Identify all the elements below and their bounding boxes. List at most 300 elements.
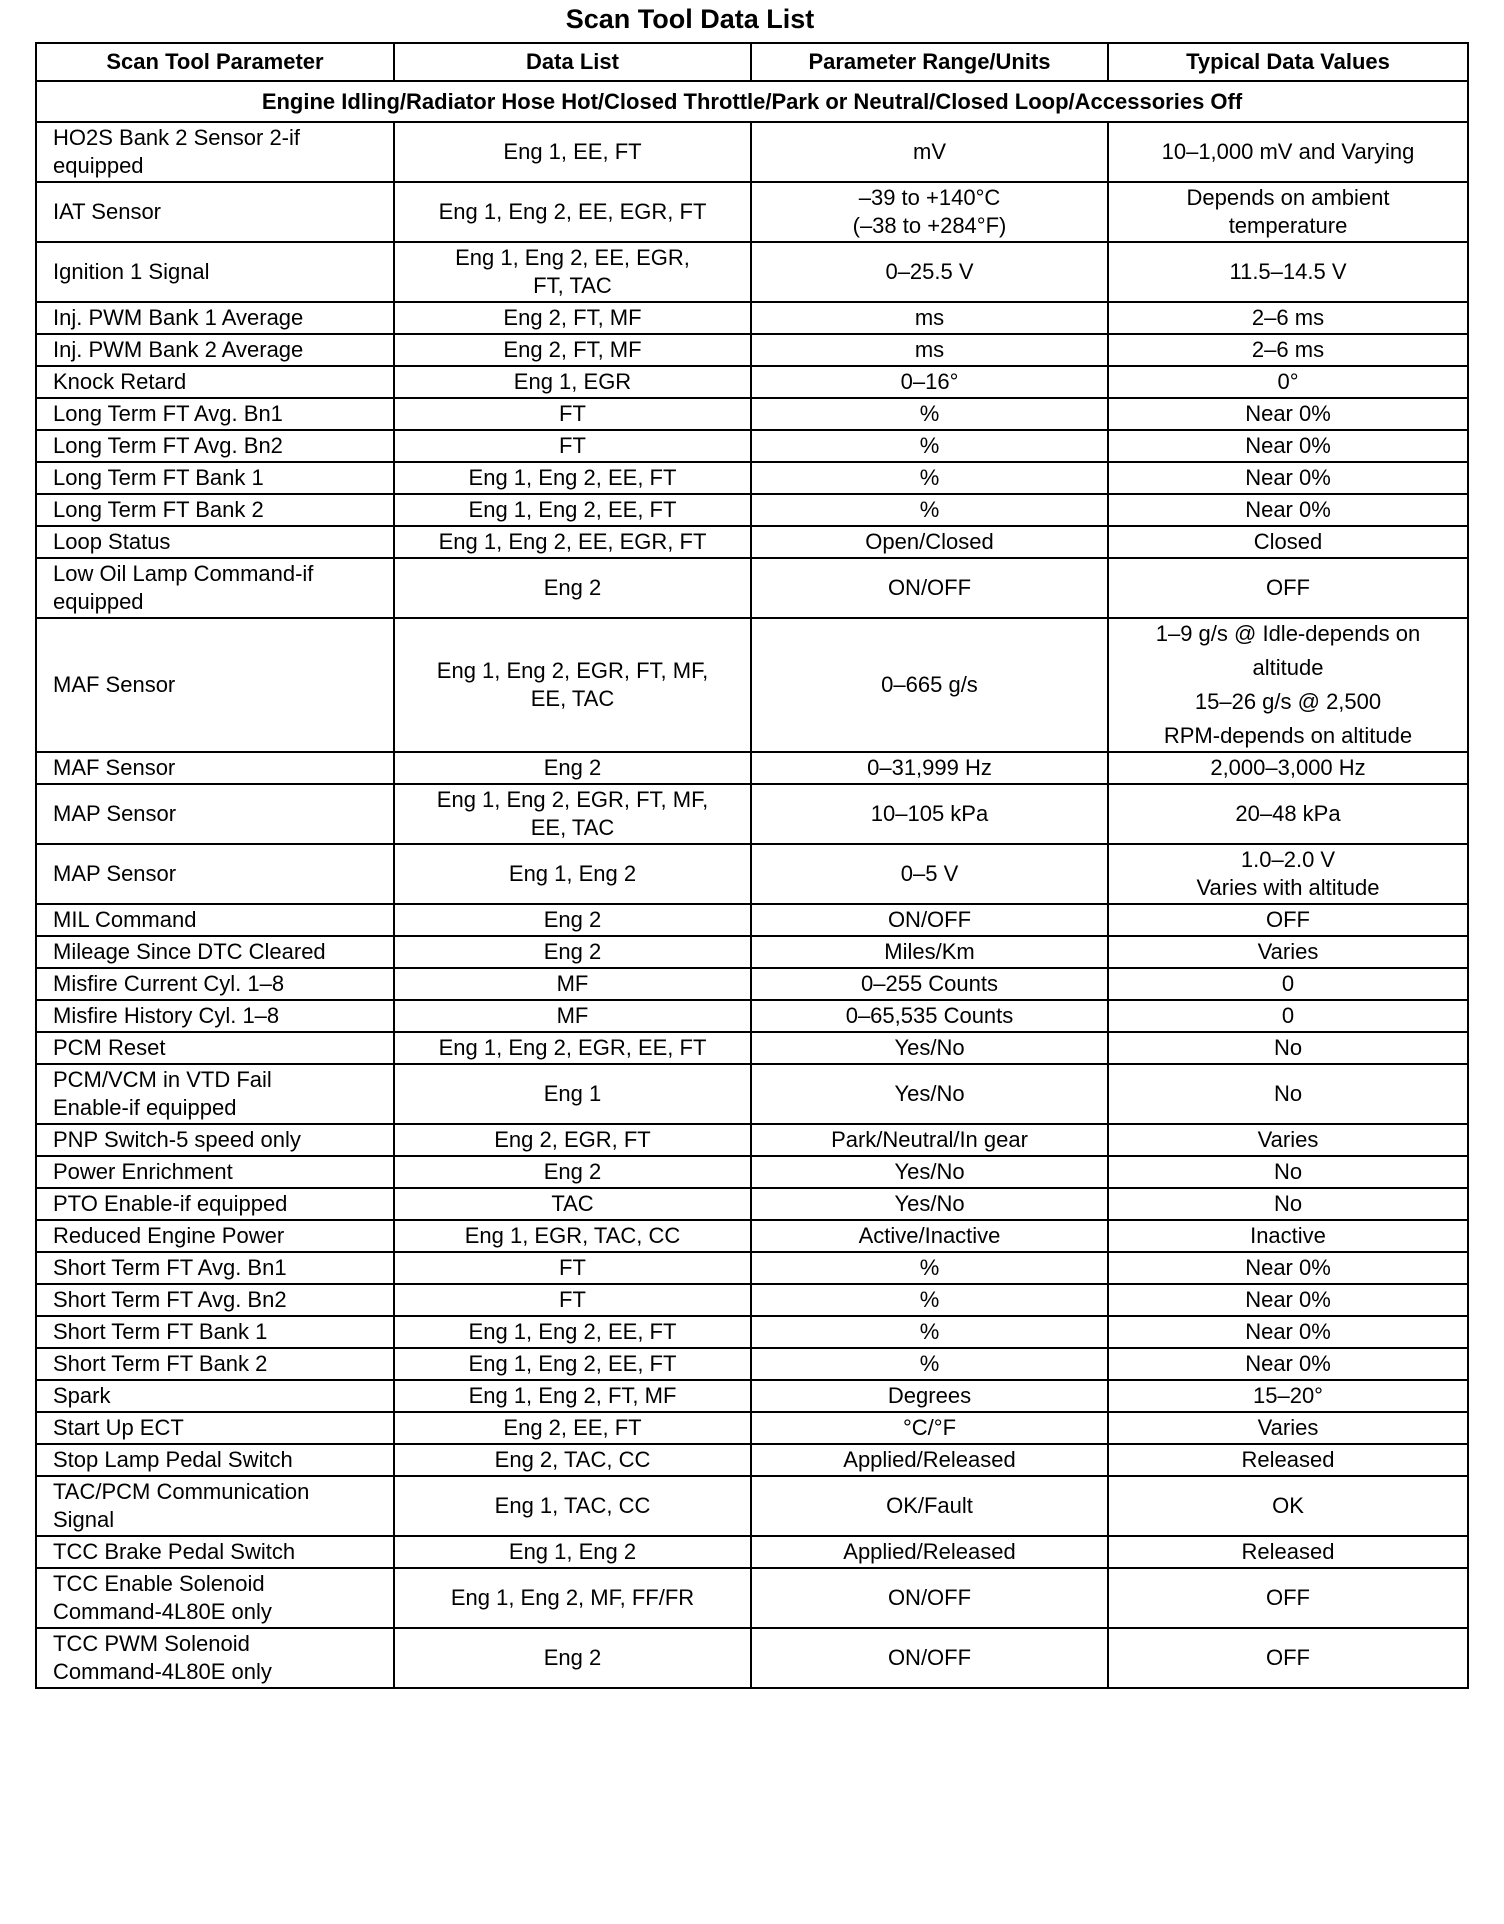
range-units-cell (751, 1412, 1108, 1444)
table-row (36, 936, 1468, 968)
typical-value-cell (1108, 1124, 1468, 1156)
data-list-cell (394, 618, 751, 752)
range-units-cell (751, 1000, 1108, 1032)
parameter-cell-line: HO2S Bank 2 Sensor 2-if (53, 125, 301, 150)
range-units-cell-line: Degrees (887, 1383, 972, 1408)
range-units-cell (751, 430, 1108, 462)
data-list-cell-line: MF (556, 1003, 589, 1028)
typical-value-cell-line: Near 0% (1245, 1287, 1331, 1312)
parameter-cell-line: Spark (53, 1383, 111, 1408)
range-units-cell-line: (–38 to +284°F) (852, 213, 1007, 238)
typical-value-cell (1108, 1316, 1468, 1348)
table-row (36, 1348, 1468, 1380)
table-row (36, 1064, 1468, 1124)
parameter-cell-line: TCC PWM Solenoid (53, 1631, 250, 1656)
range-units-cell-line: 0–31,999 Hz (867, 755, 992, 780)
parameter-cell-line: IAT Sensor (53, 199, 162, 224)
range-units-cell-line: % (919, 1255, 940, 1280)
range-units-cell (751, 302, 1108, 334)
range-units-cell (751, 334, 1108, 366)
parameter-cell-line: Command-4L80E only (53, 1599, 272, 1624)
parameter-cell (36, 752, 394, 784)
range-units-cell (751, 1032, 1108, 1064)
parameter-cell (36, 302, 394, 334)
table-row (36, 1444, 1468, 1476)
data-list-cell (394, 752, 751, 784)
range-units-cell (751, 1064, 1108, 1124)
typical-value-cell-line: Varies with altitude (1196, 875, 1380, 900)
typical-value-cell (1108, 430, 1468, 462)
range-units-cell-line: Yes/No (894, 1191, 965, 1216)
typical-value-cell (1108, 784, 1468, 844)
parameter-cell-line: Power Enrichment (53, 1159, 233, 1184)
parameter-cell (36, 430, 394, 462)
range-units-cell-line: Open/Closed (865, 529, 994, 554)
typical-value-cell-line: 0 (1281, 971, 1295, 996)
table-row (36, 784, 1468, 844)
parameter-cell-line: Inj. PWM Bank 1 Average (53, 305, 304, 330)
range-units-cell (751, 1444, 1108, 1476)
typical-value-cell-line: OFF (1266, 575, 1310, 600)
header-range-units: Parameter Range/Units (751, 43, 1108, 81)
parameter-cell (36, 1628, 394, 1688)
parameter-cell-line: equipped (53, 153, 144, 178)
typical-value-cell-line: OFF (1266, 1585, 1310, 1610)
range-units-cell-line: ms (914, 305, 945, 330)
table-row (36, 1156, 1468, 1188)
parameter-cell-line: Long Term FT Bank 2 (53, 497, 264, 522)
table-row (36, 1284, 1468, 1316)
parameter-cell-line: Signal (53, 1507, 115, 1532)
data-list-cell (394, 1220, 751, 1252)
parameter-cell (36, 1568, 394, 1628)
data-list-cell (394, 398, 751, 430)
range-units-cell-line: Yes/No (894, 1035, 965, 1060)
typical-value-cell (1108, 1188, 1468, 1220)
table-row (36, 1628, 1468, 1688)
typical-value-cell-line: altitude (1252, 655, 1324, 680)
parameter-cell-line: Ignition 1 Signal (53, 259, 210, 284)
data-list-cell-line: FT (559, 401, 586, 426)
data-list-cell (394, 1156, 751, 1188)
range-units-cell (751, 1380, 1108, 1412)
range-units-cell-line: % (919, 1351, 940, 1376)
range-units-cell (751, 1252, 1108, 1284)
table-row (36, 1316, 1468, 1348)
parameter-cell (36, 1412, 394, 1444)
header-data-list: Data List (394, 43, 751, 81)
data-list-cell-line: Eng 2 (543, 939, 602, 964)
parameter-cell (36, 462, 394, 494)
range-units-cell (751, 366, 1108, 398)
typical-value-cell (1108, 334, 1468, 366)
data-list-cell (394, 1032, 751, 1064)
typical-value-cell-line: Released (1241, 1539, 1335, 1564)
typical-value-cell-line: 10–1,000 mV and Varying (1161, 139, 1415, 164)
parameter-cell (36, 844, 394, 904)
parameter-cell-line: Long Term FT Avg. Bn2 (53, 433, 283, 458)
data-list-cell (394, 1536, 751, 1568)
parameter-cell (36, 968, 394, 1000)
typical-value-cell (1108, 1220, 1468, 1252)
range-units-cell-line: Active/Inactive (858, 1223, 1001, 1248)
range-units-cell (751, 904, 1108, 936)
data-list-cell-line: Eng 1, Eng 2 (508, 1539, 637, 1564)
range-units-cell-line: Yes/No (894, 1159, 965, 1184)
parameter-cell (36, 398, 394, 430)
table-row (36, 1476, 1468, 1536)
range-units-cell (751, 122, 1108, 182)
typical-value-cell-line: Released (1241, 1447, 1335, 1472)
typical-value-cell-line: Near 0% (1245, 433, 1331, 458)
table-row (36, 1032, 1468, 1064)
typical-value-cell-line: Varies (1257, 1415, 1319, 1440)
table-row (36, 752, 1468, 784)
typical-value-cell (1108, 302, 1468, 334)
range-units-cell (751, 844, 1108, 904)
typical-value-cell (1108, 1536, 1468, 1568)
data-list-cell-line: Eng 2 (543, 1645, 602, 1670)
parameter-cell (36, 936, 394, 968)
data-list-cell (394, 1000, 751, 1032)
parameter-cell-line: Stop Lamp Pedal Switch (53, 1447, 293, 1472)
data-list-cell (394, 462, 751, 494)
typical-value-cell-line: 11.5–14.5 V (1229, 259, 1347, 284)
range-units-cell (751, 1124, 1108, 1156)
parameter-cell-line: TCC Enable Solenoid (53, 1571, 265, 1596)
parameter-cell (36, 526, 394, 558)
table-row (36, 1252, 1468, 1284)
data-list-cell-line: Eng 1, TAC, CC (494, 1493, 651, 1518)
range-units-cell (751, 558, 1108, 618)
data-list-cell-line: Eng 2, EE, FT (503, 1415, 642, 1440)
data-list-cell-line: Eng 1, EGR, TAC, CC (464, 1223, 681, 1248)
parameter-cell-line: Misfire History Cyl. 1–8 (53, 1003, 280, 1028)
parameter-cell (36, 618, 394, 752)
data-list-cell-line: Eng 2, FT, MF (503, 337, 642, 362)
condition-text: Engine Idling/Radiator Hose Hot/Closed Throttle/Park or Neutral/Closed Loop/Accessories Off (36, 81, 1468, 122)
typical-value-cell-line: 1–9 g/s @ Idle-depends on (1155, 621, 1421, 646)
typical-value-cell (1108, 1628, 1468, 1688)
data-list-cell (394, 1124, 751, 1156)
range-units-cell (751, 1476, 1108, 1536)
data-list-cell-line: MF (556, 971, 589, 996)
typical-value-cell (1108, 1000, 1468, 1032)
data-list-cell-line: Eng 2, FT, MF (503, 305, 642, 330)
parameter-cell-line: Short Term FT Bank 1 (53, 1319, 268, 1344)
parameter-cell-line: MAP Sensor (53, 801, 177, 826)
parameter-cell (36, 182, 394, 242)
parameter-cell (36, 1124, 394, 1156)
parameter-cell (36, 784, 394, 844)
parameter-cell (36, 1064, 394, 1124)
range-units-cell (751, 242, 1108, 302)
range-units-cell-line: 0–65,535 Counts (845, 1003, 1014, 1028)
data-list-cell (394, 302, 751, 334)
data-list-cell-line: Eng 1, EGR (513, 369, 632, 394)
data-list-cell-line: Eng 2, TAC, CC (494, 1447, 651, 1472)
data-list-cell (394, 1476, 751, 1536)
range-units-cell-line: Applied/Released (843, 1539, 1016, 1564)
typical-value-cell (1108, 526, 1468, 558)
typical-value-cell-line: No (1273, 1191, 1303, 1216)
table-row (36, 242, 1468, 302)
range-units-cell-line: ON/OFF (887, 1585, 972, 1610)
data-list-cell (394, 430, 751, 462)
parameter-cell (36, 1348, 394, 1380)
typical-value-cell-line: Near 0% (1245, 1319, 1331, 1344)
range-units-cell-line: Miles/Km (884, 939, 975, 964)
data-list-cell (394, 558, 751, 618)
typical-value-cell (1108, 1380, 1468, 1412)
parameter-cell (36, 1316, 394, 1348)
typical-value-cell-line: Depends on ambient (1186, 185, 1390, 210)
range-units-cell (751, 1536, 1108, 1568)
parameter-cell-line: Start Up ECT (53, 1415, 184, 1440)
typical-value-cell-line: Inactive (1250, 1223, 1326, 1248)
parameter-cell (36, 242, 394, 302)
parameter-cell-line: Long Term FT Avg. Bn1 (53, 401, 283, 426)
range-units-cell (751, 494, 1108, 526)
parameter-cell-line: equipped (53, 589, 144, 614)
data-list-cell (394, 1188, 751, 1220)
range-units-cell (751, 618, 1108, 752)
data-list-cell (394, 1284, 751, 1316)
data-list-cell-line: Eng 1, Eng 2, EE, EGR, FT (438, 529, 707, 554)
table-row (36, 1568, 1468, 1628)
data-list-cell-line: EE, TAC (530, 815, 615, 840)
parameter-cell-line: PCM Reset (53, 1035, 166, 1060)
data-list-cell (394, 1348, 751, 1380)
data-list-cell-line: FT, TAC (533, 273, 612, 298)
data-list-cell-line: Eng 1, Eng 2, MF, FF/FR (450, 1585, 695, 1610)
table-row (36, 558, 1468, 618)
data-list-cell (394, 1064, 751, 1124)
range-units-cell (751, 1188, 1108, 1220)
data-list-cell (394, 968, 751, 1000)
range-units-cell (751, 1628, 1108, 1688)
table-row (36, 334, 1468, 366)
parameter-cell-line: PCM/VCM in VTD Fail (53, 1067, 272, 1092)
typical-value-cell-line: 15–20° (1253, 1383, 1323, 1408)
typical-value-cell-line: No (1273, 1035, 1303, 1060)
data-list-cell-line: EE, TAC (530, 686, 615, 711)
parameter-cell-line: PTO Enable-if equipped (53, 1191, 288, 1216)
table-row (36, 1000, 1468, 1032)
table-row (36, 182, 1468, 242)
range-units-cell-line: ON/OFF (887, 575, 972, 600)
table-row (36, 494, 1468, 526)
range-units-cell-line: mV (913, 139, 946, 164)
range-units-cell (751, 1156, 1108, 1188)
data-list-cell (394, 494, 751, 526)
range-units-cell (751, 1284, 1108, 1316)
range-units-cell-line: 0–25.5 V (885, 259, 974, 284)
typical-value-cell (1108, 122, 1468, 182)
typical-value-cell-line: 1.0–2.0 V (1240, 847, 1336, 872)
data-list-cell-line: Eng 2 (543, 1159, 602, 1184)
typical-value-cell (1108, 1064, 1468, 1124)
table-row (36, 844, 1468, 904)
parameter-cell-line: Reduced Engine Power (53, 1223, 285, 1248)
parameter-cell-line: TCC Brake Pedal Switch (53, 1539, 296, 1564)
parameter-cell (36, 1220, 394, 1252)
data-list-cell-line: Eng 1, Eng 2, EE, FT (468, 1351, 677, 1376)
data-list-cell (394, 242, 751, 302)
typical-value-cell (1108, 1284, 1468, 1316)
table-row (36, 462, 1468, 494)
data-list-cell (394, 1628, 751, 1688)
typical-value-cell (1108, 494, 1468, 526)
parameter-cell-line: Inj. PWM Bank 2 Average (53, 337, 304, 362)
parameter-cell-line: Short Term FT Avg. Bn1 (53, 1255, 287, 1280)
table-row (36, 526, 1468, 558)
data-list-cell (394, 1252, 751, 1284)
table-row (36, 1220, 1468, 1252)
typical-value-cell-line: No (1273, 1081, 1303, 1106)
table-row (36, 618, 1468, 752)
table-row (36, 904, 1468, 936)
typical-value-cell (1108, 242, 1468, 302)
data-list-cell (394, 844, 751, 904)
parameter-cell (36, 1380, 394, 1412)
range-units-cell-line: 0–5 V (900, 861, 959, 886)
typical-value-cell-line: OFF (1266, 1645, 1310, 1670)
typical-value-cell-line: temperature (1228, 213, 1348, 238)
parameter-cell (36, 1000, 394, 1032)
data-list-cell (394, 1444, 751, 1476)
range-units-cell (751, 1568, 1108, 1628)
typical-value-cell (1108, 752, 1468, 784)
parameter-cell (36, 1284, 394, 1316)
data-list-cell (394, 334, 751, 366)
parameter-cell (36, 558, 394, 618)
header-parameter: Scan Tool Parameter (36, 43, 394, 81)
range-units-cell (751, 182, 1108, 242)
data-list-cell-line: Eng 1, Eng 2, EGR, EE, FT (438, 1035, 707, 1060)
parameter-cell-line: Loop Status (53, 529, 171, 554)
typical-value-cell-line: 0 (1281, 1003, 1295, 1028)
parameter-cell-line: Low Oil Lamp Command-if (53, 561, 314, 586)
data-list-cell (394, 904, 751, 936)
parameter-cell (36, 1188, 394, 1220)
range-units-cell-line: % (919, 401, 940, 426)
data-list-cell-line: Eng 1, Eng 2 (508, 861, 637, 886)
header-typical-values: Typical Data Values (1108, 43, 1468, 81)
typical-value-cell (1108, 1568, 1468, 1628)
parameter-cell-line: MAF Sensor (53, 755, 176, 780)
typical-value-cell (1108, 968, 1468, 1000)
parameter-cell (36, 1476, 394, 1536)
typical-value-cell (1108, 618, 1468, 752)
range-units-cell-line: Applied/Released (843, 1447, 1016, 1472)
typical-value-cell-line: RPM-depends on altitude (1163, 723, 1413, 748)
range-units-cell (751, 936, 1108, 968)
range-units-cell (751, 526, 1108, 558)
typical-value-cell (1108, 1032, 1468, 1064)
typical-value-cell (1108, 1444, 1468, 1476)
range-units-cell-line: % (919, 433, 940, 458)
typical-value-cell (1108, 366, 1468, 398)
typical-value-cell-line: OFF (1266, 907, 1310, 932)
range-units-cell-line: 0–16° (900, 369, 959, 394)
condition-row (36, 81, 1468, 122)
range-units-cell (751, 1220, 1108, 1252)
typical-value-cell-line: Near 0% (1245, 497, 1331, 522)
range-units-cell-line: Park/Neutral/In gear (831, 1127, 1028, 1152)
data-list-cell (394, 366, 751, 398)
table-row (36, 430, 1468, 462)
range-units-cell (751, 1348, 1108, 1380)
typical-value-cell-line: 2,000–3,000 Hz (1210, 755, 1366, 780)
data-list-cell-line: Eng 1, Eng 2, EE, EGR, FT (438, 199, 707, 224)
data-list-cell-line: Eng 2 (543, 575, 602, 600)
range-units-cell (751, 1316, 1108, 1348)
data-list-cell-line: Eng 1, EE, FT (503, 139, 642, 164)
parameter-cell (36, 122, 394, 182)
range-units-cell-line: 10–105 kPa (870, 801, 989, 826)
table-row (36, 1380, 1468, 1412)
parameter-cell-line: Enable-if equipped (53, 1095, 237, 1120)
table-row (36, 366, 1468, 398)
parameter-cell-line: Mileage Since DTC Cleared (53, 939, 326, 964)
parameter-cell (36, 904, 394, 936)
table-row (36, 122, 1468, 182)
data-list-cell-line: FT (559, 433, 586, 458)
parameter-cell-line: Knock Retard (53, 369, 187, 394)
parameter-cell-line: Short Term FT Avg. Bn2 (53, 1287, 287, 1312)
table-row (36, 398, 1468, 430)
data-list-cell (394, 1380, 751, 1412)
range-units-cell-line: ms (914, 337, 945, 362)
parameter-cell (36, 1444, 394, 1476)
table-row (36, 1536, 1468, 1568)
range-units-cell (751, 784, 1108, 844)
data-list-cell (394, 1568, 751, 1628)
parameter-cell (36, 366, 394, 398)
typical-value-cell (1108, 904, 1468, 936)
typical-value-cell-line: 0° (1277, 369, 1299, 394)
parameter-cell (36, 334, 394, 366)
typical-value-cell-line: Near 0% (1245, 401, 1331, 426)
typical-value-cell (1108, 1156, 1468, 1188)
data-list-cell-line: Eng 1, Eng 2, EGR, FT, MF, (436, 787, 709, 812)
header-row (36, 43, 1468, 81)
data-list-cell (394, 182, 751, 242)
typical-value-cell-line: No (1273, 1159, 1303, 1184)
typical-value-cell (1108, 936, 1468, 968)
parameter-cell (36, 494, 394, 526)
data-list-cell-line: Eng 1, Eng 2, FT, MF (468, 1383, 677, 1408)
typical-value-cell (1108, 462, 1468, 494)
typical-value-cell (1108, 1476, 1468, 1536)
typical-value-cell-line: 2–6 ms (1251, 305, 1325, 330)
data-list-cell-line: Eng 1, Eng 2, EE, EGR, (455, 245, 690, 270)
range-units-cell-line: OK/Fault (886, 1493, 973, 1518)
parameter-cell-line: Command-4L80E only (53, 1659, 272, 1684)
parameter-cell-line: MAF Sensor (53, 672, 176, 697)
range-units-cell (751, 968, 1108, 1000)
data-list-cell-line: Eng 1, Eng 2, EE, FT (468, 1319, 677, 1344)
data-list-cell (394, 1412, 751, 1444)
typical-value-cell-line: Near 0% (1245, 1351, 1331, 1376)
parameter-cell-line: Short Term FT Bank 2 (53, 1351, 268, 1376)
range-units-cell-line: % (919, 465, 940, 490)
data-list-cell-line: TAC (551, 1191, 594, 1216)
data-list-cell-line: Eng 1, Eng 2, EGR, FT, MF, (436, 658, 709, 683)
data-list-cell-line: Eng 1 (543, 1081, 602, 1106)
typical-value-cell-line: Near 0% (1245, 465, 1331, 490)
